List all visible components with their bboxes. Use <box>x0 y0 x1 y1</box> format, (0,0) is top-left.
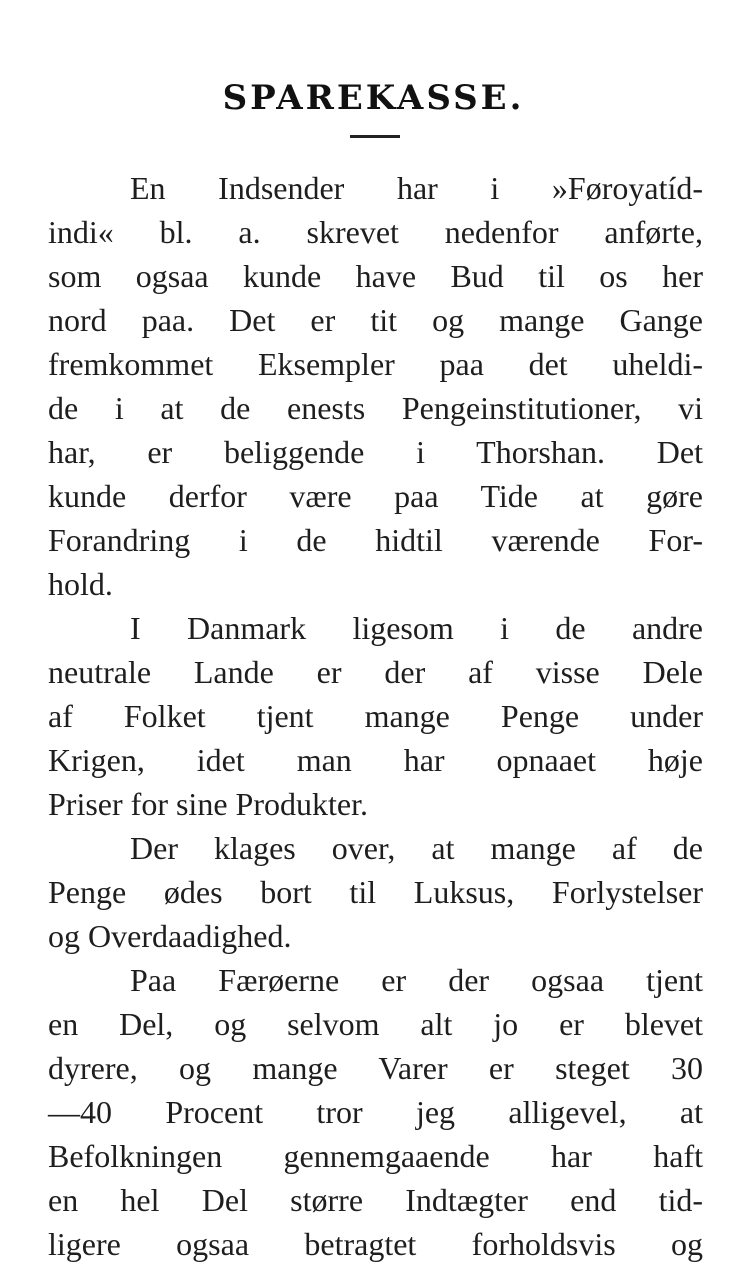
text-line: fremkommet Eksempler paa det uheldi- <box>48 346 703 382</box>
text-line: ligere ogsaa betragtet forholdsvis og <box>48 1226 703 1262</box>
text-line: Der klages over, at mange af de <box>130 830 703 866</box>
text-line: Penge ødes bort til Luksus, Forlystelser <box>48 874 703 910</box>
text-line: indi« bl. a. skrevet nedenfor anførte, <box>48 214 703 250</box>
text-line: —40 Procent tror jeg alligevel, at <box>48 1094 703 1130</box>
text-line: Krigen, idet man har opnaaet høje <box>48 742 703 778</box>
text-line: Befolkningen gennemgaaende har haft <box>48 1138 703 1174</box>
text-line: nord paa. Det er tit og mange Gange <box>48 302 703 338</box>
text-line: En Indsender har i »Føroyatíd- <box>130 170 703 206</box>
text-line: en hel Del større Indtægter end tid- <box>48 1182 703 1218</box>
title-divider <box>350 135 400 138</box>
text-line: neutrale Lande er der af visse Dele <box>48 654 703 690</box>
text-line: kunde derfor være paa Tide at gøre <box>48 478 703 514</box>
text-line: de i at de enests Pengeinstitutioner, vi <box>48 390 703 426</box>
article-title: SPAREKASSE. <box>222 78 525 118</box>
text-line: har, er beliggende i Thorshan. Det <box>48 434 703 470</box>
text-line: som ogsaa kunde have Bud til os her <box>48 258 703 294</box>
text-line: hold. <box>48 566 113 602</box>
text-line: af Folket tjent mange Penge under <box>48 698 703 734</box>
text-line: Priser for sine Produkter. <box>48 786 368 822</box>
text-line: Forandring i de hidtil værende For- <box>48 522 703 558</box>
text-line: og Overdaadighed. <box>48 918 292 954</box>
text-line: en Del, og selvom alt jo er blevet <box>48 1006 703 1042</box>
text-line: dyrere, og mange Varer er steget 30 <box>48 1050 703 1086</box>
text-line: I Danmark ligesom i de andre <box>130 610 703 646</box>
text-line: Paa Færøerne er der ogsaa tjent <box>130 962 703 998</box>
